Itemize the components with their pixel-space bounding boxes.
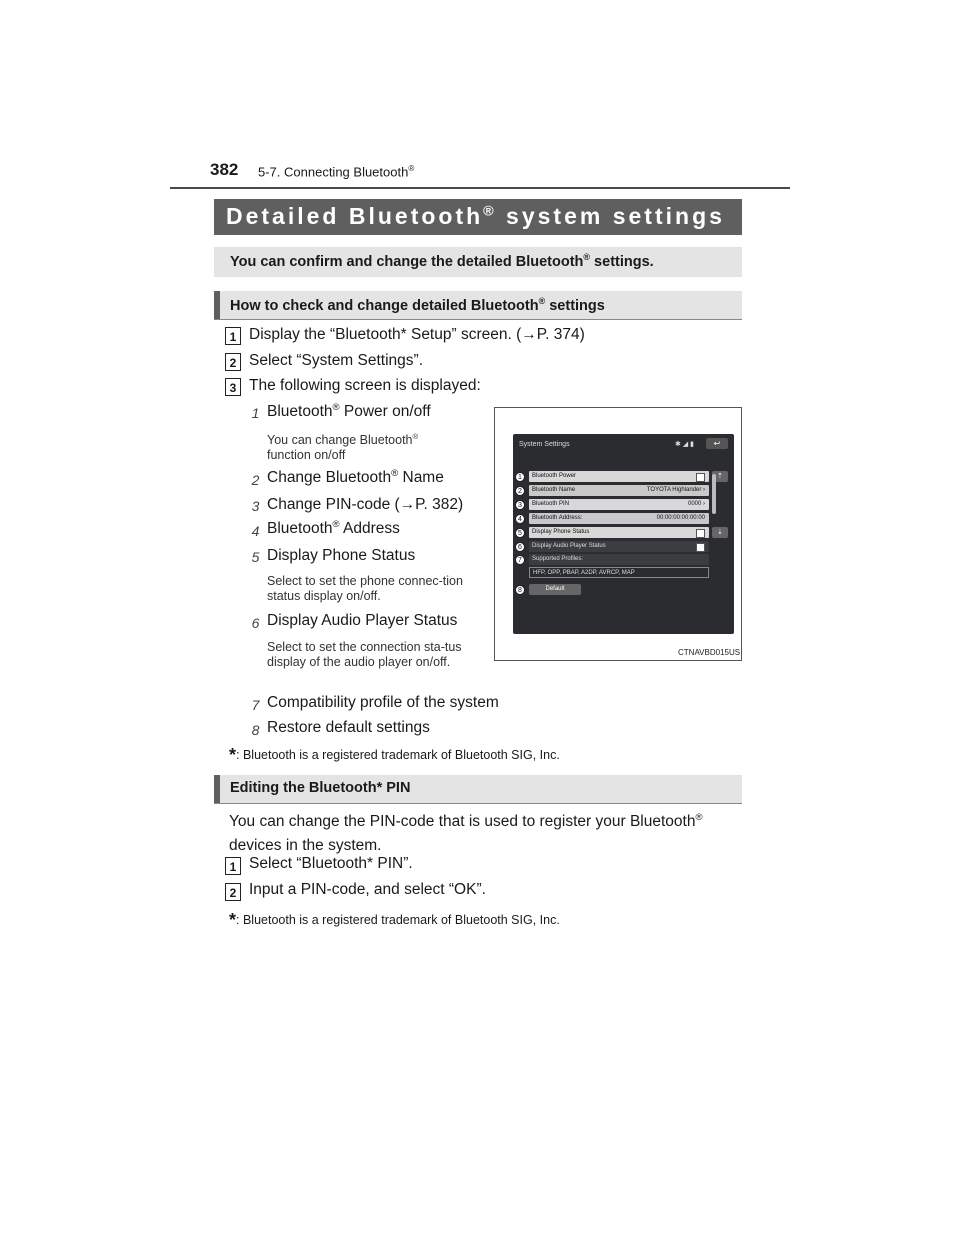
footnote-1-text: : Bluetooth is a registered trademark of Bluetooth SIG, Inc. [236,748,560,762]
section2-para-reg: ® [695,812,703,823]
section2-heading: Editing the Bluetooth* PIN [230,780,411,796]
row-bluetooth-name-label: Bluetooth Name [532,487,576,493]
item-5-desc: Select to set the phone connec-tion status display on/off. [267,574,463,603]
item-1-desc-line2: function on/off [267,448,346,463]
callout-2: 2 [515,486,525,496]
item-1-reg: ® [332,402,340,413]
section2-para-line2: devices in the system. [229,837,382,855]
callout-3: 3 [515,500,525,510]
chapter-text: 5-7. Connecting Bluetooth [258,164,409,180]
item-1-label-part1: Bluetooth [267,403,333,421]
item-5-number: 5 [251,549,260,565]
intro-part2: settings. [590,253,654,270]
row-bluetooth-power[interactable] [529,471,709,482]
callout-1: 1 [515,472,525,482]
item-2-label-part1: Change Bluetooth [267,469,392,487]
checkbox-icon[interactable] [696,543,705,552]
header-rule [170,187,790,189]
profiles-list: HFP, OPP, PBAP, A2DP, AVRCP, MAP [529,567,709,578]
item-4-number: 4 [251,523,260,539]
back-button[interactable]: ↩ [706,438,728,449]
row-supported-profiles-label: Supported Profiles: [532,556,584,562]
default-button[interactable]: Default [529,584,581,595]
row-display-audio-status-label: Display Audio Player Status [532,543,606,549]
item-2-label-part2: Name [398,469,444,487]
footnote-1-star: * [229,745,237,765]
row-display-phone-status[interactable] [529,527,709,538]
item-4-label-part2: Address [339,520,400,538]
item-4-reg: ® [332,519,340,530]
item-1-label-part2: Power on/off [339,403,431,421]
item-3-number: 3 [251,498,260,514]
item-1-desc-line1: You can change Bluetooth [267,433,413,448]
item-6-number: 6 [251,615,260,631]
title-part1: Detailed Bluetooth [226,203,484,229]
step2-2-text: Input a PIN-code, and select “OK”. [249,881,486,898]
step-2-box: 2 [225,353,241,371]
item-1-label [267,402,431,421]
status-icons: ✱ ◢ ▮ [675,441,694,448]
scroll-up-button[interactable]: ⇡ [712,471,728,482]
item-4-label-part1: Bluetooth [267,520,333,538]
item-3-label: Change PIN-code (→P. 382) [267,496,464,513]
section1-heading-part2: settings [545,297,605,314]
item-8-number: 8 [251,722,260,738]
screen-title: System Settings [519,441,570,448]
callout-4: 4 [515,514,525,524]
title-part2: system settings [496,203,725,229]
title-reg: ® [483,203,497,220]
item-2-number: 2 [251,472,260,488]
scroll-down-button[interactable]: ⇣ [712,527,728,538]
row-display-audio-status[interactable] [529,541,709,552]
system-settings-screen [513,434,734,634]
step-3-text: The following screen is displayed: [249,377,481,394]
footnote-2 [229,910,560,931]
callout-7: 7 [515,555,525,565]
intro-reg: ® [583,252,591,262]
row-bluetooth-pin-value: 0000 › [687,501,705,507]
step2-1-text: Select “Bluetooth* PIN”. [249,855,413,872]
row-supported-profiles [529,554,709,565]
step-1-text: Display the “Bluetooth* Setup” screen. (→P. 374) [249,326,585,343]
step-3-box: 3 [225,378,241,396]
section2-para-line1: You can change the PIN-code that is used to register your Bluetooth [229,813,696,831]
row-bluetooth-address [529,513,709,524]
intro-part1: You can confirm and change the detailed Bluetooth [230,253,584,270]
row-display-phone-status-label: Display Phone Status [532,529,590,535]
row-bluetooth-name-value: TOYOTA Highlander › [646,487,705,493]
item-4-label [267,519,400,538]
checkbox-icon[interactable] [696,473,705,482]
row-bluetooth-name[interactable] [529,485,709,496]
section1-heading [230,296,605,314]
section2-para [229,812,703,855]
row-bluetooth-power-label: Bluetooth Power [532,473,577,479]
footnote-1 [229,745,560,766]
step-2-text: Select “System Settings”. [249,352,424,369]
footnote-2-star: * [229,910,237,930]
item-6-label: Display Audio Player Status [267,612,458,629]
item-2-reg: ® [391,468,399,479]
item-5-label: Display Phone Status [267,547,416,564]
item-1-desc-reg: ® [412,432,419,441]
row-bluetooth-pin[interactable] [529,499,709,510]
section1-heading-reg: ® [538,296,546,306]
intro-text [230,252,654,270]
callout-5: 5 [515,528,525,538]
callout-6: 6 [515,542,525,552]
row-bluetooth-pin-label: Bluetooth PIN [532,501,570,507]
chapter-reg: ® [408,164,415,173]
item-1-number: 1 [251,405,260,421]
figure-code: CTNAVBD015US [678,648,741,657]
footnote-2-text: : Bluetooth is a registered trademark of Bluetooth SIG, Inc. [236,913,560,927]
item-8-label: Restore default settings [267,719,430,736]
item-6-desc: Select to set the connection sta-tus display of the audio player on/off. [267,640,462,669]
section1-heading-part1: How to check and change detailed Bluetooth [230,297,539,314]
row-bluetooth-address-value: 00:00:00:00:00:00 [656,515,705,521]
page-number: 382 [210,160,239,179]
scrollbar[interactable] [712,474,716,514]
row-bluetooth-address-label: Bluetooth Address: [532,515,583,521]
step2-1-box: 1 [225,857,241,875]
callout-8: 8 [515,585,525,595]
item-1-desc [267,429,479,463]
item-2-label [267,468,444,487]
checkbox-icon[interactable] [696,529,705,538]
chapter-label [258,164,414,179]
step-1-box: 1 [225,327,241,345]
item-7-number: 7 [251,697,260,713]
item-7-label: Compatibility profile of the system [267,694,499,711]
page-title [226,203,725,230]
step2-2-box: 2 [225,883,241,901]
